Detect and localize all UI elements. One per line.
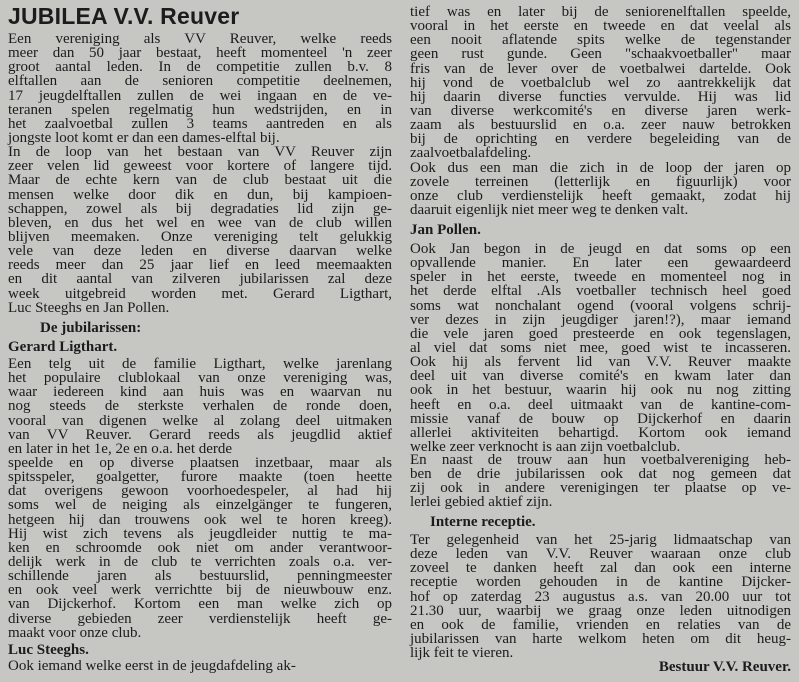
text-line: ben de drie jubilarissen ook dat nog gemeen dat <box>410 466 791 483</box>
text-line: een nooit aflatende spits welke de tegenstander <box>410 32 791 49</box>
reception-text <box>410 533 791 660</box>
text-line: soms wel de neiging als einzelgänger te fungeren, <box>8 497 392 514</box>
text-line: allerlei aktiviteiten behartigd. Kortom ook iemand <box>410 424 791 441</box>
text-line: Ook dus een man die zich in de loop der jaren op <box>410 159 791 176</box>
paragraph <box>410 161 791 218</box>
text-line: tief was en later bij de seniorenelftallen speelde, <box>410 4 791 20</box>
paragraph <box>410 5 791 161</box>
text-line: blijven meemaken. Onze vereniging telt gelukkig <box>8 228 392 245</box>
text-line: 17 jeugdelftallen zullen de wei ingaan en de ve- <box>8 87 392 104</box>
text-line: zeer velen lid geweest voor kortere of langere tijd. <box>8 158 392 175</box>
heading-luc-steeghs: Luc Steeghs. <box>8 642 89 658</box>
text-line: zovele terreinen (letterlijk en figuurlijk) voor <box>410 173 791 190</box>
paragraph <box>8 659 392 673</box>
text-line: daaruit eigenlijk niet meer weg te denken valt. <box>410 201 689 218</box>
text-line: en later in het 1e, 2e en o.a. het derde <box>8 440 233 457</box>
heading-jan-pollen: Jan Pollen. <box>410 222 481 238</box>
text-line: soms wat nonchalant ogend (vooral volgens schrij- <box>410 297 791 314</box>
text-line: delijk werk in de club te verrichten zoals o.a. ver- <box>8 553 392 570</box>
text-line: mensen welke door dik en dun, bij kampioen- <box>8 186 392 203</box>
text-line: deel uit van diverse comité's en kwam later dan <box>410 368 791 385</box>
text-line: Ook iemand welke eerst in de jeugdafdeling ak- <box>8 658 296 674</box>
heading-gerard-ligthart: Gerard Ligthart. <box>8 339 118 355</box>
text-line: Ook hij als fervent lid van V.V. Reuver maakte <box>410 354 791 371</box>
text-line: diverse gebieden zeer verdienstelijk heeft ge- <box>8 610 392 627</box>
text-line: van diverse werkcomité's en diverse jaren werk- <box>410 102 791 119</box>
text-line: En naast de trouw aan hun voetbalvereniging heb- <box>410 452 791 468</box>
text-line: zaalvoetbalafdeling. <box>410 145 532 162</box>
text-line: en dit aantal van zilveren jubilarissen zal deze <box>8 271 392 288</box>
text-line: elftallen aan de senioren competitie deelnemen, <box>8 73 392 90</box>
paragraph <box>8 145 392 315</box>
paragraph <box>8 456 392 640</box>
text-line: ken en schroomde ook niet om ander verantwoor- <box>8 539 392 556</box>
text-line: Hij wist zich tevens als jeugdleider nuttig te ma- <box>8 525 392 542</box>
text-line: Maar de echte kern van de club bestaat uit die <box>8 172 392 189</box>
text-line: week uitgebreid worden met. Gerard Ligthart, <box>8 285 392 302</box>
paragraph <box>8 32 392 145</box>
paragraph <box>410 242 791 454</box>
text-line: Ter gelegenheid van het 25-jarig lidmaatschap van <box>410 532 791 548</box>
luc-steeghs-text-start <box>8 659 392 673</box>
text-line: zij ook in andere verenigingen ter plaatse op ve- <box>410 480 791 497</box>
text-line: ver dezes in zijn jeugdiger jaren!?), maar iemand <box>410 311 791 328</box>
text-line: dat overigens gewoon voorhoedespeler, al had hij <box>8 483 392 500</box>
text-line: welke zeer verknocht is aan zijn voetbalclub. <box>410 438 681 455</box>
text-line: Een vereniging als VV Reuver, welke reeds <box>8 31 392 47</box>
text-line: het populaire clublokaal van onze vereniging was, <box>8 370 392 387</box>
text-line: zoveel te danken heeft zal dan ook een interne <box>410 560 791 577</box>
text-line: bij de oprichting en verdere begeleiding van de <box>410 131 791 148</box>
text-line: schillende jaren als bestuurslid, penningmeester <box>8 568 392 585</box>
text-line: jubilarissen van harte welkom heten om dit heug- <box>410 630 791 647</box>
section-heading-jubilarissen: De jubilarissen: <box>40 320 142 336</box>
heading-interne-receptie: Interne receptie. <box>430 514 536 530</box>
text-line: waar iedereen kind aan huis was en waarvan nu <box>8 384 392 401</box>
closing-text <box>410 453 791 510</box>
text-line: lerlei gebied aktief zijn. <box>410 494 553 511</box>
text-line: van Dijckerhof. Kortom een man welke zich op <box>8 596 392 613</box>
text-line: opvallende manier. En later een gewaardeerd <box>410 255 791 272</box>
paragraph <box>410 533 791 660</box>
text-line: van VV Reuver. Gerard reeds als jeugdlid aktief <box>8 426 392 443</box>
text-line: geen rust gunde. Geen "schaakvoetballer" maar <box>410 46 791 63</box>
text-line: reeds meer dan 25 jaar lief en leed meemaakten <box>8 257 392 274</box>
text-line: teranen spelen regelmatig hun wedstrijden, en in <box>8 101 392 118</box>
text-line: missie vanaf de bouw op Dijckerhof en daarin <box>410 410 791 427</box>
article-title: JUBILEA V.V. Reuver <box>8 3 240 29</box>
text-line: vooral van digenen welke al zolang deel uitmaken <box>8 412 392 429</box>
luc-steeghs-text-continued <box>410 5 791 217</box>
paragraph <box>8 357 392 456</box>
text-line: meer dan 50 jaar bestaat, heeft momenteel 'n zeer <box>8 45 392 62</box>
signature: Bestuur V.V. Reuver. <box>658 659 791 675</box>
text-line: maakt voor onze club. <box>8 624 142 641</box>
text-line: zaam als bestuurslid en o.a. zeer nauw betrokken <box>410 117 791 134</box>
text-line: en ook de familie, vrienden en relaties van de <box>410 616 791 633</box>
text-line: hetgeen hij dan trouwens ook wel te horen kreeg). <box>8 511 392 528</box>
text-line: lijk feit te vieren. <box>410 645 514 662</box>
gerard-ligthart-text <box>8 357 392 640</box>
paragraph <box>410 453 791 510</box>
text-line: 21.30 uur, waarbij we graag onze leden uitnodigen <box>410 602 791 619</box>
text-line: In de loop van het bestaan van VV Reuver zijn <box>8 144 392 161</box>
text-line: hij daarin diverse functies vervulde. Hij was lid <box>410 88 791 105</box>
text-line: ook in het bestuur, waarin hij ook nu nog zitting <box>410 382 791 399</box>
text-line: schappen, zowel als bij degradaties lid zijn ge- <box>8 200 392 217</box>
text-line: vele van deze leden en diverse daarvan welke <box>8 243 392 260</box>
text-line: deze leden van V.V. Reuver waaraan onze club <box>410 546 791 563</box>
text-line: al viel dat soms niet mee, goed wist te incasseren. <box>410 339 791 356</box>
text-line: hof op zaterdag 23 augustus a.s. van 20.00 uur tot <box>410 588 791 605</box>
text-line: hij vond de voetbalclub wel zo aantrekkelijk dat <box>410 74 791 91</box>
text-line: nog steeds de sterkste verhalen de ronde doen, <box>8 398 392 415</box>
text-line: Ook Jan begon in de jeugd en dat soms op een <box>410 241 791 257</box>
text-line: fris van de lever over de voetbalwei dartelde. Ook <box>410 60 791 77</box>
text-line: het derde elftal .Als voetballer technisch heel goed <box>410 283 791 300</box>
text-line: vooral in het eerste en tweede en dat veelal als <box>410 18 791 35</box>
text-line: Een telg uit de familie Ligthart, welke jarenlang <box>8 356 392 372</box>
text-line: groot aantal leden. In de competitie zullen b.v. 8 <box>8 59 392 76</box>
text-line: en ook veel werk verrichtte bij de nieuwbouw enz. <box>8 582 392 599</box>
intro-text <box>8 32 392 315</box>
text-line: jongste loot komt er dan een dames-elftal bij. <box>8 129 280 146</box>
text-line: speelde en op diverse plaatsen inzetbaar, maar als <box>8 454 392 471</box>
text-line: receptie worden gehouden in de kantine Dijcker- <box>410 574 791 591</box>
text-line: Luc Steeghs en Jan Pollen. <box>8 299 170 316</box>
text-line: speler in het eerste, tweede en momenteel nog in <box>410 269 791 286</box>
jan-pollen-text <box>410 242 791 454</box>
text-line: het zaalvoetbal zullen 3 teams aantreden en als <box>8 115 392 132</box>
text-line: die vele jaren goed presteerde en ook tegenslagen, <box>410 325 791 342</box>
text-line: onze club verdienstelijk heeft gemaakt, zodat hij <box>410 187 791 204</box>
text-line: spitsspeler, goalgetter, furore maakte (toen heette <box>8 469 392 486</box>
text-line: heeft en o.a. deel uitmaakt van de kantine-com- <box>410 396 791 413</box>
text-line: bleven, en dus het wel en wee van de club willen <box>8 214 392 231</box>
